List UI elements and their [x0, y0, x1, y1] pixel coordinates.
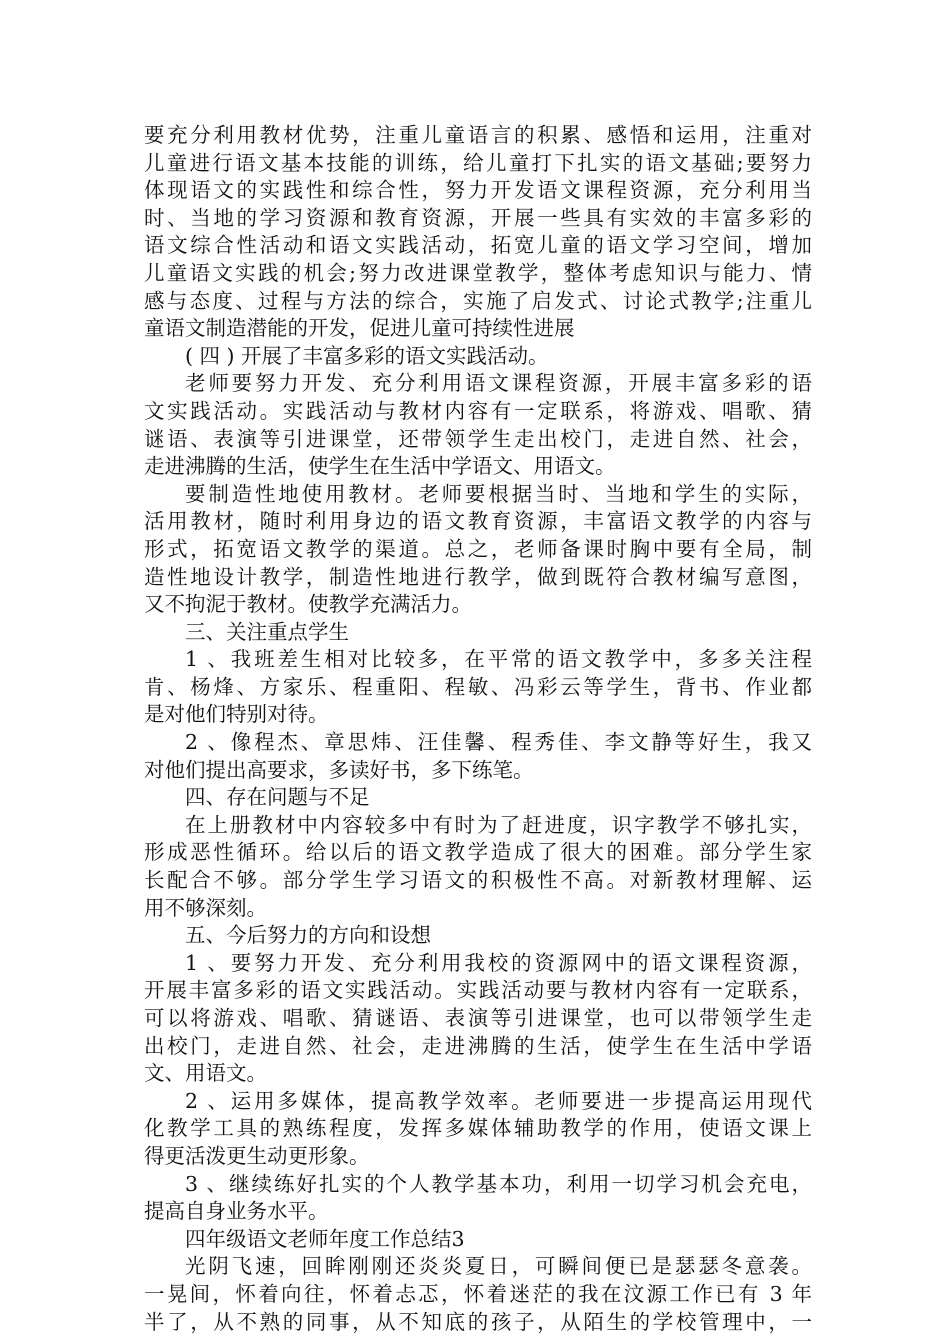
text-line: 感与态度、过程与方法的综合，实施了启发式、讨论式教学;注重儿 [144, 288, 812, 313]
text-line: 是对他们特别对待。 [144, 702, 329, 727]
text-line: 老师要努力开发、充分利用语文课程资源，开展丰富多彩的语 [185, 371, 812, 396]
document-page [144, 122, 812, 1336]
text-line: 1 、我班差生相对比较多，在平常的语文教学中，多多关注程 [185, 647, 812, 672]
text-line: 1 、要努力开发、充分利用我校的资源网中的语文课程资源， [185, 950, 812, 975]
text-line: 儿童语文实践的机会;努力改进课堂教学，整体考虑知识与能力、情 [144, 260, 812, 285]
text-line: 活用教材，随时利用身边的语文教育资源，丰富语文教学的内容与 [144, 509, 812, 534]
text-line: 儿童进行语文基本技能的训练，给儿童打下扎实的语文基础;要努力 [144, 150, 812, 175]
text-line: 形成恶性循环。给以后的语文教学造成了很大的困难。部分学生家 [144, 840, 812, 865]
text-line: 开展丰富多彩的语文实践活动。实践活动要与教材内容有一定联系， [144, 978, 812, 1003]
text-line: 时、当地的学习资源和教育资源，开展一些具有实效的丰富多彩的 [144, 205, 812, 230]
text-line: 在上册教材中内容较多中有时为了赶进度，识字教学不够扎实， [185, 812, 812, 837]
text-line: 造性地设计教学，制造性地进行教学，做到既符合教材编写意图， [144, 564, 812, 589]
text-line: 出校门，走进自然、社会，走进沸腾的生活，使学生在生活中学语 [144, 1033, 812, 1058]
text-line: 走进沸腾的生活，使学生在生活中学语文、用语文。 [144, 454, 616, 479]
text-line: 2 、运用多媒体，提高教学效率。老师要进一步提高运用现代 [185, 1088, 812, 1113]
text-line: 四、存在问题与不足 [185, 785, 370, 810]
text-line: 童语文制造潜能的开发，促进儿童可持续性进展 [144, 316, 575, 341]
text-line: 3 、继续练好扎实的个人教学基本功，利用一切学习机会充电， [185, 1171, 812, 1196]
text-line: 五、今后努力的方向和设想 [185, 923, 431, 948]
text-line: 一晃间，怀着向往，怀着忐忑，怀着迷茫的我在汶源工作已有 3 年 [144, 1281, 812, 1306]
text-line: 得更活泼更生动更形象。 [144, 1143, 370, 1168]
text-line: 体现语文的实践性和综合性，努力开发语文课程资源，充分利用当 [144, 178, 812, 203]
text-line: 半了，从不熟的同事，从不知底的孩子，从陌生的学校管理中，一 [144, 1309, 812, 1334]
text-line: 谜语、表演等引进课堂，还带领学生走出校门，走进自然、社会， [144, 426, 812, 451]
text-line: 文实践活动。实践活动与教材内容有一定联系，将游戏、唱歌、猜 [144, 398, 812, 423]
text-line: 要充分利用教材优势，注重儿童语言的积累、感悟和运用，注重对 [144, 123, 812, 147]
text-line: 三、关注重点学生 [185, 619, 349, 644]
text-line: 用不够深刻。 [144, 895, 267, 920]
text-line: 肯、杨烽、方家乐、程重阳、程敏、冯彩云等学生，背书、作业都 [144, 674, 812, 699]
text-line: 2 、像程杰、章思炜、汪佳馨、程秀佳、李文静等好生，我又 [185, 730, 812, 755]
text-line: 四年级语文老师年度工作总结3 [185, 1226, 465, 1251]
text-line: 长配合不够。部分学生学习语文的积极性不高。对新教材理解、运 [144, 868, 812, 893]
text-line: ( 四 ) 开展了丰富多彩的语文实践活动。 [185, 343, 549, 368]
text-line: 化教学工具的熟练程度，发挥多媒体辅助教学的作用，使语文课上 [144, 1116, 812, 1141]
text-line: 又不拘泥于教材。使教学充满活力。 [144, 592, 472, 617]
text-line: 光阴飞速，回眸刚刚还炎炎夏日，可瞬间便已是瑟瑟冬意袭。 [185, 1254, 812, 1279]
text-line: 对他们提出高要求，多读好书，多下练笔。 [144, 757, 534, 782]
text-line: 语文综合性活动和语文实践活动，拓宽儿童的语文学习空间，增加 [144, 233, 812, 258]
text-line: 形式，拓宽语文教学的渠道。总之，老师备课时胸中要有全局，制 [144, 536, 812, 561]
text-line: 可以将游戏、唱歌、猜谜语、表演等引进课堂，也可以带领学生走 [144, 1006, 812, 1030]
text-line: 要制造性地使用教材。老师要根据当时、当地和学生的实际， [185, 481, 812, 506]
text-line: 文、用语文。 [144, 1061, 267, 1086]
text-line: 提高自身业务水平。 [144, 1199, 329, 1224]
